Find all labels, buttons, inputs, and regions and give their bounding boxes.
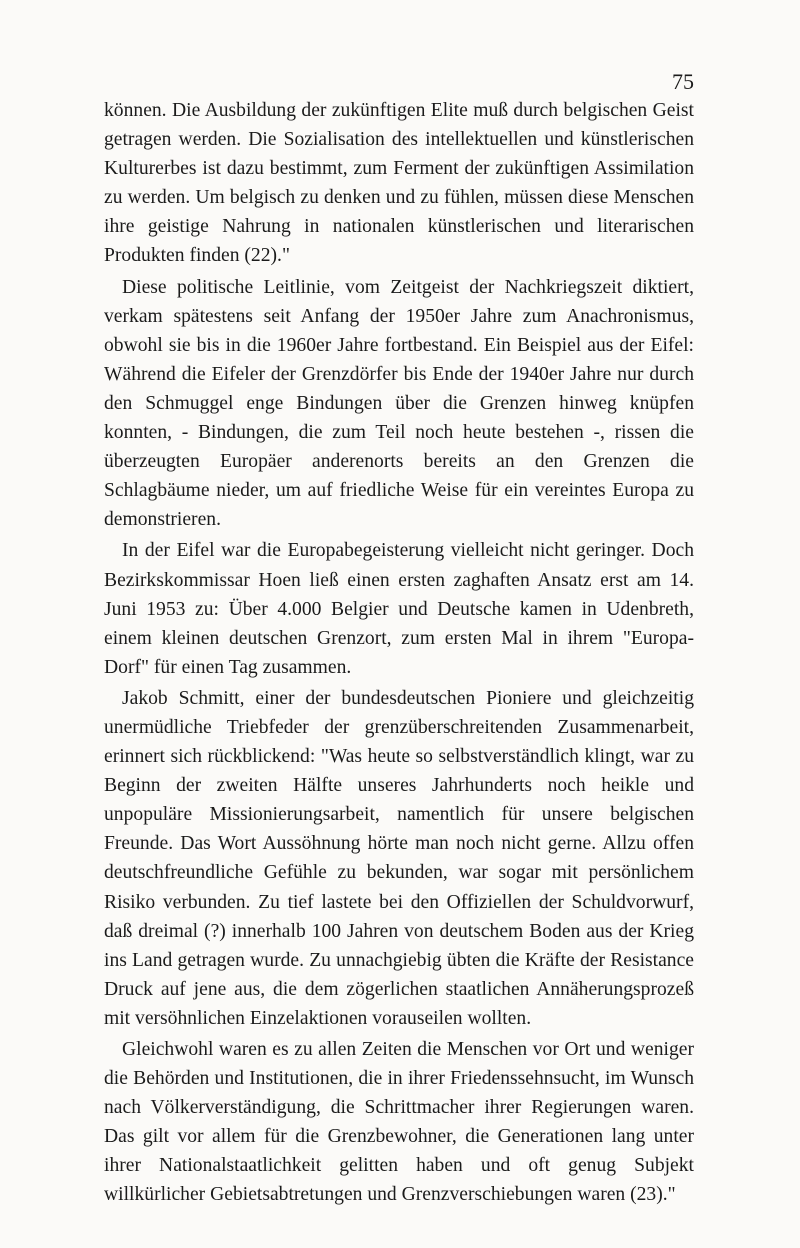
paragraph: Jakob Schmitt, einer der bundesdeutschen Pioniere und gleichzeitig unermüdliche Triebfeder der grenzüberschreitenden Zusammenarbeit, erinnert sich rückblickend: "Was heute so selbstverständlich klingt, war zu Beginn der zweiten Hälfte unseres Jahrhunderts noch heikle und unpopuläre Missionierungsarbeit, namentlich für unsere belgischen Freunde. Das Wort Aussöhnung hörte man noch nicht gerne. Allzu offen deutschfreundliche Gefühle zu bekunden, war sogar mit persönlichem Risiko verbunden. Zu tief lastete bei den Offiziellen der Schuldvorwurf, daß dreimal (?) innerhalb 100 Jahren von deutschem Boden aus der Krieg ins Land getragen wurde. Zu unnachgiebig übten die Kräfte der Resistance Druck auf jene aus, die dem zögerlichen staatlichen Annäherungsprozeß mit versöhnlichen Einzelaktionen vorauseilen wollten. xyxy=(104,687,694,1029)
page-number: 75 xyxy=(672,69,694,94)
paragraph: Gleichwohl waren es zu allen Zeiten die Menschen vor Ort und weniger die Behörden und Institutionen, die in ihrer Friedenssehnsucht, im Wunsch nach Völkerverständigung, die Schrittmacher ihrer Regierungen waren. Das gilt vor allem für die Grenzbewohner, die Generationen lang unter ihrer Nationalstaatlichkeit gelitten haben und oft genug Subjekt willkürlicher Gebietsabtretungen und Grenzverschiebungen waren (23)." xyxy=(104,1039,694,1206)
paragraph: können. Die Ausbildung der zukünftigen Elite muß durch belgischen Geist getragen werden. Die Sozialisation des intellektuellen und künstlerischen Kulturerbes ist dazu bestimmt, zum Ferment der zukünftigen Assimilation zu werden. Um belgisch zu denken und zu fühlen, müssen diese Menschen ihre geistige Nahrung in nationalen künstlerischen und literarischen Produkten finden (22)." xyxy=(104,100,694,267)
body-text xyxy=(104,96,694,1210)
paragraph: Diese politische Leitlinie, vom Zeitgeist der Nachkriegszeit diktiert, verkam spätestens seit Anfang der 1950er Jahre zum Anachronismus, obwohl sie bis in die 1960er Jahre fortbestand. Ein Beispiel aus der Eifel: Während die Eifeler der Grenzdörfer bis Ende der 1940er Jahre nur durch den Schmuggel enge Bindungen über die Grenzen hinweg knüpfen konnten, - Bindungen, die zum Teil noch heute bestehen -, rissen die überzeugten Europäer anderenorts bereits an den Grenzen die Schlagbäume nieder, um auf friedliche Weise für ein vereintes Europa zu demonstrieren. xyxy=(104,276,694,531)
paragraph: In der Eifel war die Europabegeisterung vielleicht nicht geringer. Doch Bezirkskommissar Hoen ließ einen ersten zaghaften Ansatz erst am 14. Juni 1953 zu: Über 4.000 Belgier und Deutsche kamen in Udenbreth, einem kleinen deutschen Grenzort, zum ersten Mal in ihrem "Europa-Dorf" für einen Tag zusammen. xyxy=(104,540,694,678)
